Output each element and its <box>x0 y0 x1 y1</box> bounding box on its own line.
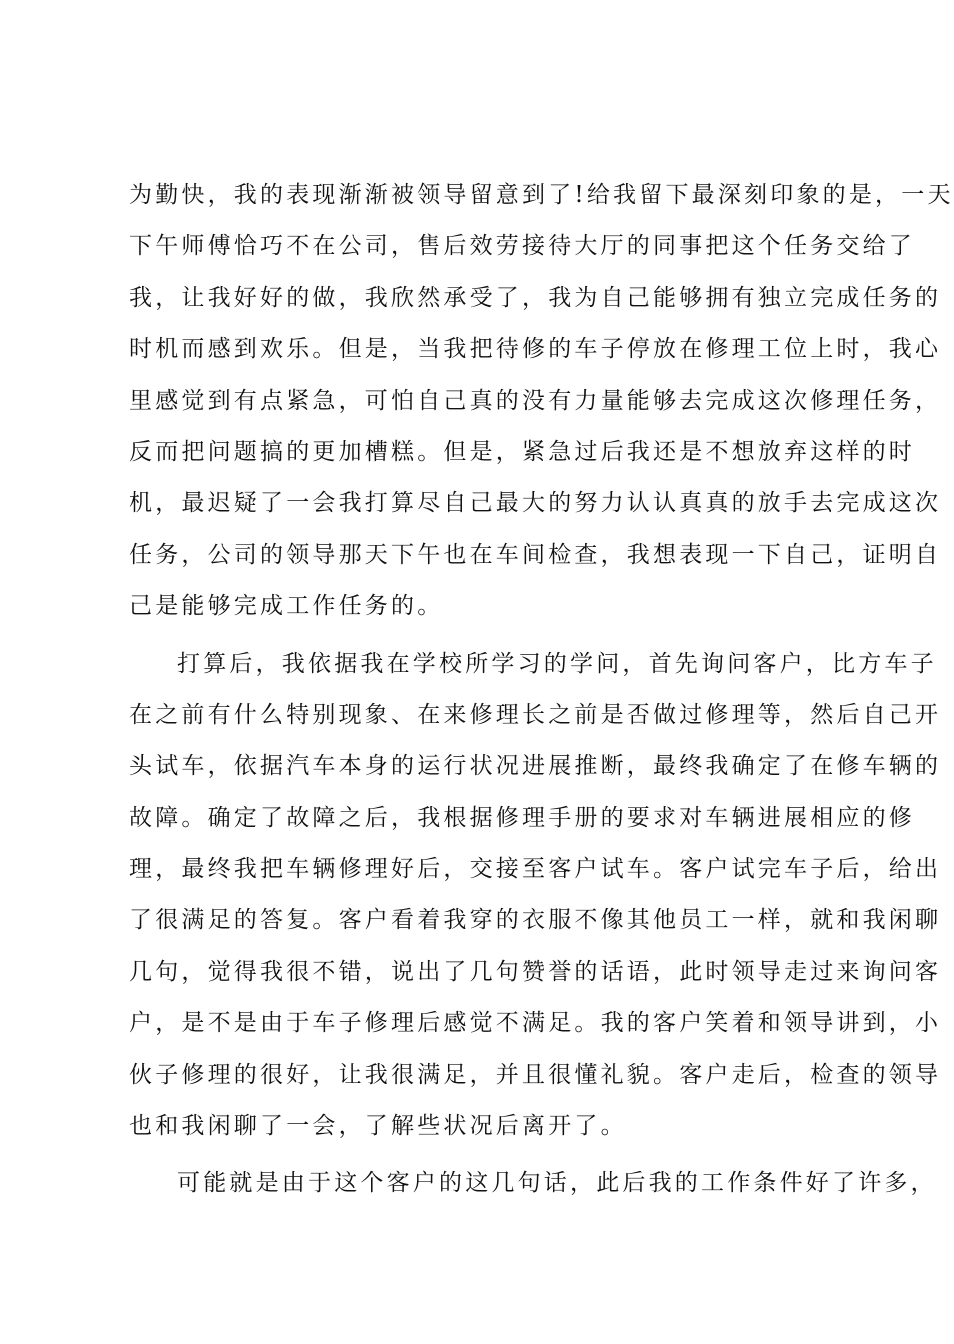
text-line: 也和我闲聊了一会，了解些状况后离开了。 <box>129 1113 627 1140</box>
text-line: 在之前有什么特别现象、在来修理长之前是否做过修理等，然后自己开 <box>129 701 942 728</box>
text-line: 我，让我好好的做，我欣然承受了，我为自己能够拥有独立完成任务的 <box>129 284 942 311</box>
text-line: 下午师傅恰巧不在公司，售后效劳接待大厅的同事把这个任务交给了 <box>129 233 915 260</box>
text-line: 任务，公司的领导那天下午也在车间检查，我想表现一下自己，证明自 <box>129 541 942 568</box>
text-line: 里感觉到有点紧急，可怕自己真的没有力量能够去完成这次修理任务， <box>129 387 942 414</box>
text-line: 反而把问题搞的更加槽糕。但是，紧急过后我还是不想放弃这样的时 <box>129 438 915 465</box>
text-line: 机，最迟疑了一会我打算尽自己最大的努力认认真真的放手去完成这次 <box>129 490 942 517</box>
text-line: 几句，觉得我很不错，说出了几句赞誉的话语，此时领导走过来询问客 <box>129 958 942 985</box>
text-line: 户，是不是由于车子修理后感觉不满足。我的客户笑着和领导讲到，小 <box>129 1010 942 1037</box>
text-line: 伙子修理的很好，让我很满足，并且很懂礼貌。客户走后，检查的领导 <box>129 1061 942 1088</box>
text-line: 可能就是由于这个客户的这几句话，此后我的工作条件好了许多， <box>177 1170 937 1197</box>
text-line: 时机而感到欢乐。但是，当我把待修的车子停放在修理工位上时，我心 <box>129 336 942 363</box>
text-line: 理，最终我把车辆修理好后，交接至客户试车。客户试完车子后，给出 <box>129 856 942 883</box>
text-line: 己是能够完成工作任务的。 <box>129 593 444 620</box>
text-line: 了很满足的答复。客户看着我穿的衣服不像其他员工一样，就和我闲聊 <box>129 907 942 934</box>
body-text <box>129 182 954 1222</box>
text-line: 为勤快，我的表现渐渐被领导留意到了!给我留下最深刻印象的是，一天 <box>129 182 954 208</box>
text-line: 故障。确定了故障之后，我根据修理手册的要求对车辆进展相应的修 <box>129 804 915 831</box>
text-line: 打算后，我依据我在学校所学习的学问，首先询问客户，比方车子 <box>177 650 937 677</box>
text-line: 头试车，依据汽车本身的运行状况进展推断，最终我确定了在修车辆的 <box>129 753 942 780</box>
